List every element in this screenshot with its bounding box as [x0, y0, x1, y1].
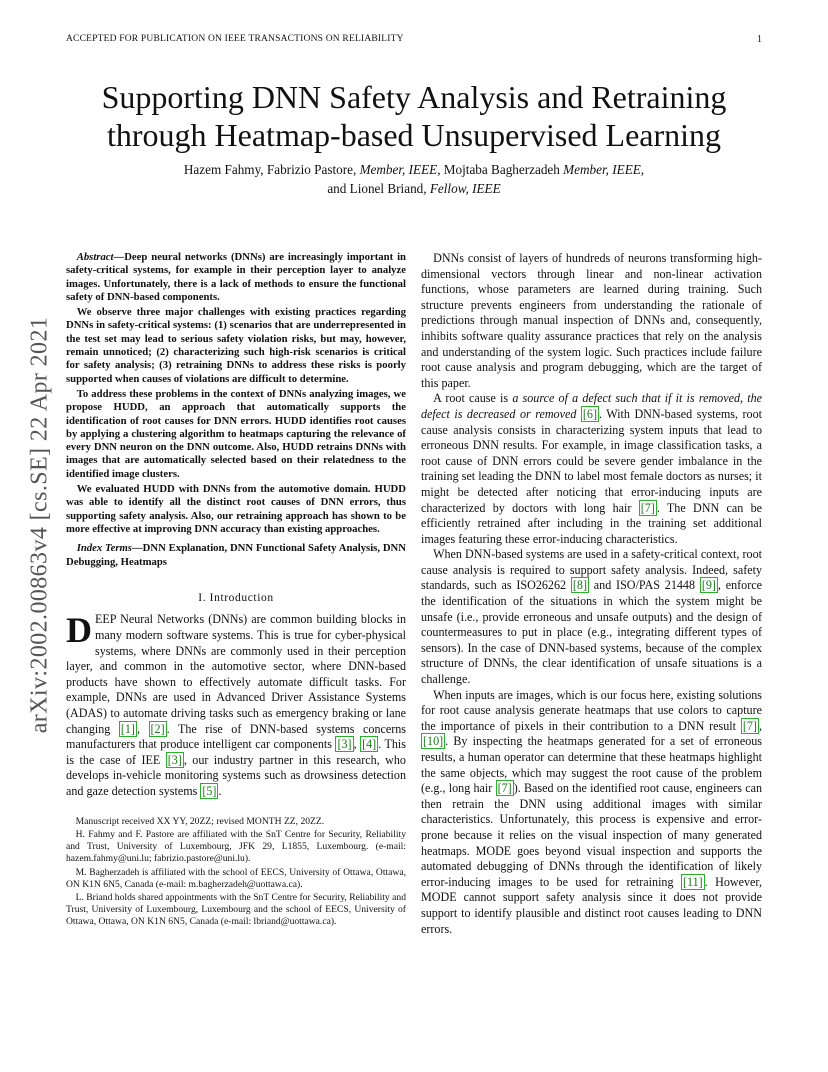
citation-link[interactable]: [11] [682, 874, 703, 889]
intro-text-b: , [136, 721, 149, 736]
right-text-2a: A root cause is [433, 391, 513, 406]
drop-cap: D [66, 610, 92, 651]
author-names-2: Mojtaba Bagherzadeh [440, 162, 564, 177]
right-text-4b: , [758, 718, 762, 733]
right-text-4a: When inputs are images, which is our focus here, existing solutions for root cause analysis generate heatmaps that use colors to capture the importance of pixels in their contribution to a DNN result [421, 687, 762, 733]
intro-text-f: , our industry partner in this research, who develops in-vehicle monitoring systems such as drowsiness detection and gaze detection systems [66, 752, 406, 798]
abstract-paragraph-2: We observe three major challenges with existing practices regarding DNNs in safety-critical systems: (1) scenarios that are underrepresented in the test set may lead to serious safety violation risks, but may, however, remain unnoticed; (2) characterizing such high-risk scenarios is critical for safety analysis; (3) retraining DNNs to address these risks is poorly supported when causes of violations are difficult to determine. [66, 306, 406, 385]
author-role-2: Member, IEEE, [563, 162, 645, 177]
author-names-1: Hazem Fahmy, Fabrizio Pastore, [183, 162, 360, 177]
abstract-paragraph-4: We evaluated HUDD with DNNs from the automotive domain. HUDD was able to identify all the distinct root causes of DNN errors, thus supporting safety analysis. Also, our retraining approach has shown to be more effective at improving DNN accuracy than existing approaches. [66, 483, 406, 535]
footnote-manuscript: Manuscript received XX YY, 20ZZ; revised MONTH ZZ, 20ZZ. [75, 815, 325, 827]
right-column [421, 251, 762, 937]
footnote-affiliation-2: M. Bagherzadeh is affiliated with the school of EECS, University of Ottawa, Ottawa, ON K1N 6N5, Canada (e-mail: m.bagherzadeh@uottawa.ca). [66, 866, 406, 890]
citation-link[interactable]: [3] [337, 737, 352, 752]
paper-title [60, 78, 768, 154]
right-text-2d: . The DNN can be efficiently retrained after including in the training set additional images featuring these error-inducing characteristics. [421, 500, 762, 546]
citation-link[interactable]: [7] [497, 781, 512, 796]
citation-link[interactable]: [10] [423, 734, 444, 749]
right-paragraph-1: DNNs consist of layers of hundreds of neurons transforming high-dimensional vectors through linear and non-linear activation functions, whose parameters are learned during training. Such structure prevents engineers from understanding the rationale of predictions through manual inspection of DNNs and, consequently, inhibits software quality assurance practices that rely on the analysis and understanding of the system logic. Such practices include failure root cause analysis and program debugging, which are the target of this paper. [421, 251, 762, 390]
citation-link[interactable]: [1] [120, 721, 135, 736]
citation-link[interactable]: [5] [202, 783, 217, 798]
citation-link[interactable]: [4] [362, 737, 377, 752]
intro-text-c: . The rise of DNN-based systems concerns manufacturers that produce intelligent car components [66, 721, 407, 752]
abstract-paragraph-1 [66, 251, 406, 304]
right-text-2c: . With DNN-based systems, root cause analysis consists in characterizing system inputs that lead to erroneous DNN results. For example, in image classification tasks, a root cause of DNN errors could be severe gender imbalance in the training set leading the DNN to label most female doctors as nurses; it might be detected after noticing that error-inducing inputs are characterized by doctors with long hair [421, 406, 762, 515]
intro-text-e: . This is the case of IEE [66, 737, 406, 767]
intro-text-d: , [353, 737, 361, 752]
intro-paragraph-1 [66, 612, 406, 799]
author-list [60, 160, 768, 198]
abstract-paragraph-3: To address these problems in the context of DNNs analyzing images, we propose HUDD, an approach that automatically supports the identification of root causes for DNN errors. HUDD identifies root causes by applying a clustering algorithm to heatmaps capturing the relevance of every DNN neuron on the DNN outcome. Also, HUDD retrains DNNs with images that are automatically selected based on their relatedness to the identified image clusters. [66, 387, 406, 480]
section-heading-introduction: I. Introduction [198, 591, 274, 604]
abstract-text-1: —Deep neural networks (DNNs) are increasingly important in safety-critical systems, for example in their perception layer to analyze images. Unfortunately, there is a lack of methods to ensure the functional safety of DNN-based components. [66, 251, 406, 303]
author-role-1: Member, IEEE, [359, 162, 441, 177]
index-terms-text: —DNN Explanation, DNN Functional Safety Analysis, DNN Debugging, Heatmaps [66, 542, 406, 568]
right-text-4e: . However, MODE cannot support safety analysis since it does not provide support to identify plausible and distinct root causes leading to DNN errors. [421, 874, 762, 936]
index-terms-label: Index Terms [76, 542, 132, 555]
right-text-4d: ). Based on the identified root cause, engineers can then retrain the DNN using additional images with similar characteristics. Unfortunately, this process is expensive and error-prone because it relies on the visual inspection of many generated heatmaps. MODE goes beyond visual inspection and supports the automated debugging of DNNs through the identification of likely error-inducing images to be used for retraining [421, 781, 762, 889]
citation-link[interactable]: [9] [701, 578, 716, 593]
running-head: ACCEPTED FOR PUBLICATION ON IEEE TRANSACTIONS ON RELIABILITY [66, 34, 404, 44]
right-text-3a: When DNN-based systems are used in a safety-critical context, root cause analysis is required to support safety analysis. Indeed, safety standards, such as ISO26262 [421, 547, 762, 593]
right-text-3b: and ISO/PAS 21448 [588, 578, 700, 593]
intro-text-g: . [218, 783, 222, 798]
footnotes [66, 816, 406, 928]
footnote-affiliation-1: H. Fahmy and F. Pastore are affiliated with the SnT Centre for Security, Reliability and Trust, University of Luxembourg, JFK 29, L1855, Luxembourg. (e-mail: hazem.fahmy@uni.lu; fabrizio.pastore@uni.lu). [66, 829, 406, 864]
right-paragraph-2 [421, 391, 762, 547]
right-text-4c: . By inspecting the heatmaps generated for a set of erroneous results, a human operator can determine that these heatmaps highlight the same objects, which may suggest the root cause of the problem (e.g., long hair [421, 734, 762, 796]
author-names-3: and Lionel Briand, [327, 181, 430, 196]
footnote-affiliation-3: L. Briand holds shared appointments with the SnT Centre for Security, Reliability and Trust, University of Luxembourg, Luxembourg and the school of EECS, University of Ottawa, Ottawa, ON K1N 6N5, Canada (e-mail: lbriand@uottawa.ca). [66, 892, 406, 927]
root-cause-definition: a source of a defect such that if it is removed, the defect is decreased or removed [421, 391, 762, 421]
right-paragraph-3 [421, 547, 762, 687]
left-column [66, 251, 406, 930]
arxiv-identifier: arXiv:2002.00863v4 [cs.SE] 22 Apr 2021 [26, 316, 53, 734]
page-number: 1 [757, 34, 762, 45]
author-role-3: Fellow, IEEE [429, 181, 501, 196]
index-terms [66, 542, 406, 569]
arxiv-side-label [20, 290, 60, 760]
intro-text-a: EEP Neural Networks (DNNs) are common building blocks in many modern software systems. This is true for cyber-physical systems, where DNNs are commonly used in their perception layer, and common in the automotive sector, where DNN-based products have shown to effectively automate difficult tasks. For example, DNNs are used in Advanced Driver Assistance Systems (ADAS) to automate driving tasks such as emergency braking or lane changing [66, 612, 406, 736]
citation-link[interactable]: [8] [572, 578, 587, 593]
citation-link[interactable]: [3] [167, 752, 182, 767]
title-line-2: through Heatmap-based Unsupervised Learning [106, 117, 722, 153]
right-text-3c: , enforce the identification of the situations in which the system might be unsafe (i.e., provide erroneous and unsafe outputs) and the design of countermeasures to put in place (e.g., integrating different types of sensors). In the case of DNN-based systems, because of the complex structure of DNNs, the clear identification of unsafe situations is a challenge. [421, 578, 762, 687]
citation-link[interactable]: [2] [150, 721, 165, 736]
citation-link[interactable]: [7] [640, 500, 655, 515]
right-paragraph-4 [421, 688, 762, 938]
citation-link[interactable]: [7] [742, 718, 757, 733]
abstract-label: Abstract [76, 251, 114, 263]
citation-link[interactable]: [6] [582, 406, 597, 421]
title-line-1: Supporting DNN Safety Analysis and Retraining [101, 79, 727, 115]
